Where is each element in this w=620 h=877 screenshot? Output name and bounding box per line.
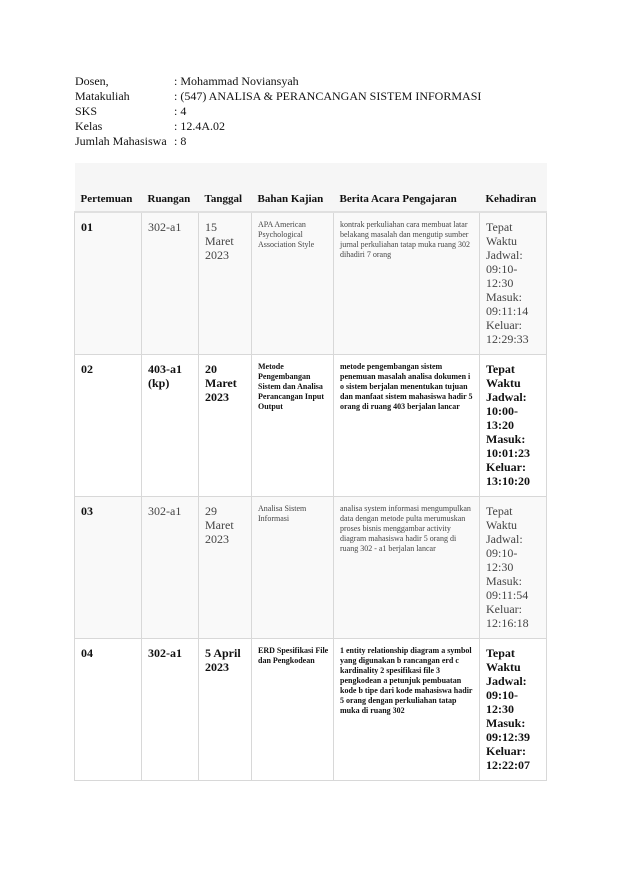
info-row-sks (75, 104, 481, 119)
cell-bahan-kajian: Metode Pengembangan Sistem dan Analisa Perancangan Input Output (252, 354, 334, 496)
attendance-line: Jadwal: (486, 531, 523, 546)
cell-berita-acara: kontrak perkuliahan cara membuat latar belakang masalah dan mengutip sumber jurnal perkuliahan tatap muka ruang 302 dihadiri 7 orang (334, 212, 480, 354)
attendance-line: Jadwal: (486, 389, 527, 404)
attendance-line: Tepat (486, 361, 515, 376)
attendance-line: 12:30 (486, 559, 514, 574)
attendance-line: 12:29:33 (486, 332, 529, 346)
cell-pertemuan: 02 (75, 354, 142, 496)
table-row (75, 496, 547, 638)
attendance-line: 12:30 (486, 276, 514, 290)
info-label: Matakuliah (75, 89, 130, 103)
cell-pertemuan: 04 (75, 638, 142, 780)
attendance-line: Keluar: (486, 601, 522, 616)
cell-ruangan: 302-a1 (142, 212, 199, 354)
info-label: SKS (75, 104, 98, 118)
cell-kehadiran (480, 638, 547, 780)
cell-bahan-kajian: ERD Spesifikasi File dan Pengkodean (252, 638, 334, 780)
cell-tanggal: 5 April 2023 (199, 638, 252, 780)
info-value: : 8 (174, 134, 187, 148)
attendance-line: 10:00- (486, 403, 518, 418)
info-row-matakuliah (75, 89, 481, 104)
info-label: Jumlah Mahasiswa (75, 134, 167, 148)
cell-ruangan: 302-a1 (142, 496, 199, 638)
info-value: : (547) ANALISA & PERANCANGAN SISTEM INFORMASI (174, 89, 482, 103)
cell-kehadiran (480, 496, 547, 638)
attendance-line: 13:10:20 (486, 473, 530, 488)
attendance-line: Jadwal: (486, 248, 523, 262)
cell-pertemuan: 03 (75, 496, 142, 638)
attendance-line: Tepat (486, 645, 515, 660)
attendance-line: 12:30 (486, 701, 514, 716)
cell-ruangan: 302-a1 (142, 638, 199, 780)
info-row-dosen (75, 74, 481, 89)
attendance-line: 09:11:54 (486, 587, 529, 602)
col-header-tanggal: Tanggal (199, 163, 252, 212)
info-row-kelas (75, 119, 481, 134)
attendance-table (74, 163, 547, 781)
cell-tanggal: 15 Maret 2023 (199, 212, 252, 354)
attendance-line: Keluar: (486, 459, 526, 474)
attendance-line: 10:01:23 (486, 445, 530, 460)
attendance-line: Keluar: (486, 318, 522, 332)
attendance-line: Masuk: (486, 715, 526, 730)
cell-pertemuan: 01 (75, 212, 142, 354)
col-header-ruangan: Ruangan (142, 163, 199, 212)
cell-kehadiran (480, 212, 547, 354)
attendance-line: Waktu (486, 375, 521, 390)
col-header-berita-acara: Berita Acara Pengajaran (334, 163, 480, 212)
attendance-line: Waktu (486, 234, 518, 248)
attendance-line: Tepat (486, 503, 513, 518)
attendance-line: Jadwal: (486, 673, 527, 688)
attendance-line: 09:12:39 (486, 729, 530, 744)
cell-berita-acara: analisa system informasi mengumpulkan data dengan metode pulta merumuskan proses bisnis menggambar activity diagram mahasiswa hadir 5 orang di ruang 302 - a1 berjalan lancar (334, 496, 480, 638)
col-header-kehadiran: Kehadiran (480, 163, 547, 212)
col-header-bahan-kajian: Bahan Kajian (252, 163, 334, 212)
cell-ruangan: 403-a1 (kp) (142, 354, 199, 496)
attendance-line: Masuk: (486, 290, 522, 304)
cell-kehadiran (480, 354, 547, 496)
cell-tanggal: 20 Maret 2023 (199, 354, 252, 496)
attendance-line: 09:10- (486, 545, 518, 560)
attendance-line: Tepat (486, 220, 513, 234)
info-value: : 4 (174, 104, 187, 118)
table-row (75, 638, 547, 780)
course-info (75, 74, 481, 149)
info-label: Kelas (75, 119, 103, 133)
info-value: : Mohammad Noviansyah (174, 74, 299, 88)
cell-berita-acara: 1 entity relationship diagram a symbol yang digunakan b rancangan erd c kardinality 2 spesifikasi file 3 pengkodean a petunjuk pembuatan kode b tipe dari kode mahasiswa hadir 5 orang dengan perkuliahan tatap muka di ruang 302 (334, 638, 480, 780)
cell-bahan-kajian: Analisa Sistem Informasi (252, 496, 334, 638)
info-label: Dosen, (75, 74, 109, 88)
cell-bahan-kajian: APA American Psychological Association Style (252, 212, 334, 354)
table-row (75, 354, 547, 496)
attendance-line: Keluar: (486, 743, 526, 758)
attendance-table-container (74, 163, 546, 781)
attendance-line: 09:10- (486, 687, 518, 702)
attendance-line: 13:20 (486, 417, 514, 432)
attendance-line: Waktu (486, 517, 518, 532)
attendance-line: 09:11:14 (486, 304, 529, 318)
col-header-pertemuan: Pertemuan (75, 163, 142, 212)
attendance-line: Masuk: (486, 431, 526, 446)
cell-tanggal: 29 Maret 2023 (199, 496, 252, 638)
info-value: : 12.4A.02 (174, 119, 225, 133)
attendance-line: 09:10- (486, 262, 518, 276)
attendance-line: 12:16:18 (486, 615, 529, 630)
table-header-row (75, 163, 547, 212)
cell-berita-acara: metode pengembangan sistem penemuan masalah analisa dokumen i o sistem berjalan menentukan tujuan dan manfaat sistem mahasiswa hadir 5 orang di ruang 403 berjalan lancar (334, 354, 480, 496)
attendance-line: Masuk: (486, 573, 522, 588)
info-row-jumlah-mahasiswa (75, 134, 481, 149)
attendance-line: 12:22:07 (486, 757, 530, 772)
table-row (75, 212, 547, 354)
attendance-line: Waktu (486, 659, 521, 674)
